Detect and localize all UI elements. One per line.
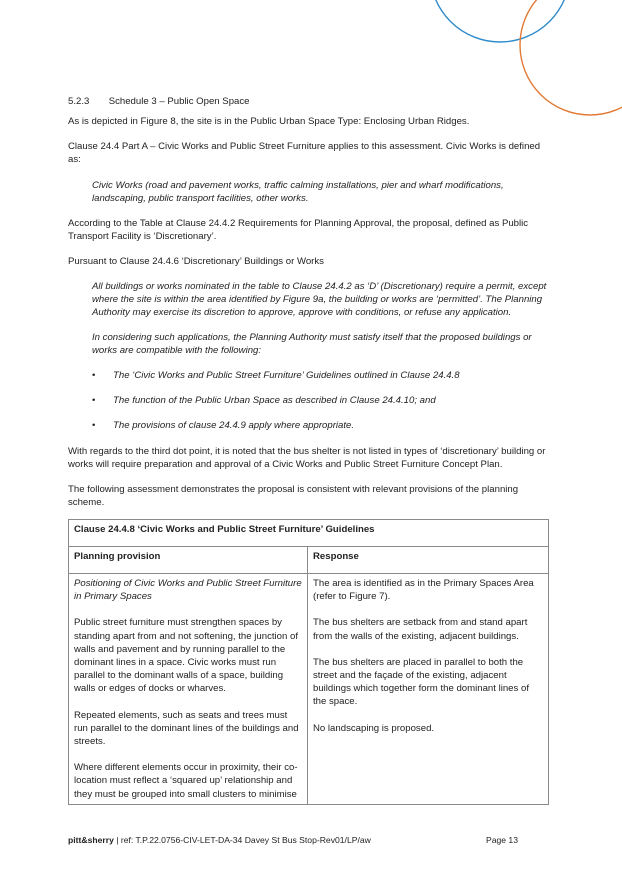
para-assessment-intro: The following assessment demonstrates the proposal is consistent with relevant provisions of the planning scheme. (68, 484, 519, 509)
para-site-type: As is depicted in Figure 8, the site is in the Public Urban Space Type: Enclosing Urban Ridges. (68, 116, 470, 127)
bullet-text: The provisions of clause 24.4.9 apply where appropriate. (113, 420, 355, 431)
guidelines-table (68, 519, 549, 805)
response-text: The bus shelters are setback from and stand apart from the walls of the existing, adjacent buildings. (313, 617, 528, 642)
quote-civic-works-definition: Civic Works (road and pavement works, traffic calming installations, pier and wharf modifications, landscaping, public transport facilities, other works. (92, 180, 504, 205)
bullet-dot-icon: • (92, 420, 96, 431)
section-number: 5.2.3 (68, 96, 90, 107)
section-heading (68, 95, 548, 108)
bullet-dot-icon: • (92, 370, 96, 381)
footer-reference: | ref: T.P.22.0756-CIV-LET-DA-34 Davey St Bus Stop-Rev01/LP/aw (113, 835, 371, 845)
blue-arc (430, 0, 570, 42)
provision-cell (69, 574, 308, 805)
para-clause-24-4: Clause 24.4 Part A – Civic Works and Public Street Furniture applies to this assessment. Civic Works is defined as: (68, 141, 541, 166)
para-third-dot-point: With regards to the third dot point, it is noted that the bus shelter is not listed in types of ‘discretionary’ building or works will require preparation and approval of a Civic Works and Public Street Furniture Concept Plan. (68, 446, 546, 471)
column-header-provision: Planning provision (69, 547, 308, 574)
response-text: The bus shelters are placed in parallel to both the street and the façade of the existing, adjacent buildings which together form the dominant lines of the space. (313, 656, 529, 708)
section-title: Schedule 3 – Public Open Space (108, 96, 250, 107)
quote-discretionary-works: All buildings or works nominated in the table to Clause 24.4.2 as ‘D’ (Discretionary) require a permit, except where the site is within the area identified by Figure 9a, the building or works are ‘permitted’. The Planning Authority may exercise its discretion to approve, approve with conditions, or refuse any application. (92, 281, 547, 319)
response-cell (308, 574, 549, 805)
column-header-response: Response (308, 547, 549, 574)
table-title: Clause 24.4.8 ‘Civic Works and Public Street Furniture’ Guidelines (69, 520, 549, 547)
provision-text: Repeated elements, such as seats and trees must run parallel to the dominant lines of the buildings and streets. (74, 709, 299, 748)
bullet-text: The function of the Public Urban Space as described in Clause 24.4.10; and (113, 395, 436, 406)
para-discretionary: According to the Table at Clause 24.4.2 Requirements for Planning Approval, the proposal, defined as Public Transport Facility is ‘Discretionary’. (68, 218, 529, 243)
bullet-dot-icon: • (92, 395, 96, 406)
provision-text: Public street furniture must strengthen spaces by standing apart from and not softening, the junction of walls and pavement and by running parallel to the dominant lines in a space. Civic works must run parallel to the dominant walls of a space, building walls or edges of docks or wharves. (74, 617, 299, 695)
page-number: Page 13 (485, 835, 518, 845)
footer-company: pitt&sherry (68, 835, 114, 845)
response-text: The area is identified as in the Primary Spaces Area (refer to Figure 7). (313, 578, 534, 603)
para-pursuant: Pursuant to Clause 24.4.6 ‘Discretionary’ Buildings or Works (68, 256, 324, 267)
response-text: No landscaping is proposed. (313, 722, 435, 734)
page-footer (68, 834, 548, 847)
provision-text: Where different elements occur in proximity, their co-location must reflect a ‘squared up’ relationship and they must be grouped into small clusters to minimise (74, 762, 298, 800)
provision-heading: Positioning of Civic Works and Public Street Furniture in Primary Spaces (74, 578, 302, 603)
quote-considering-applications: In considering such applications, the Planning Authority must satisfy itself that the proposed buildings or works are compatible with the following: (92, 332, 532, 357)
bullet-text: The ‘Civic Works and Public Street Furniture’ Guidelines outlined in Clause 24.4.8 (113, 370, 460, 381)
